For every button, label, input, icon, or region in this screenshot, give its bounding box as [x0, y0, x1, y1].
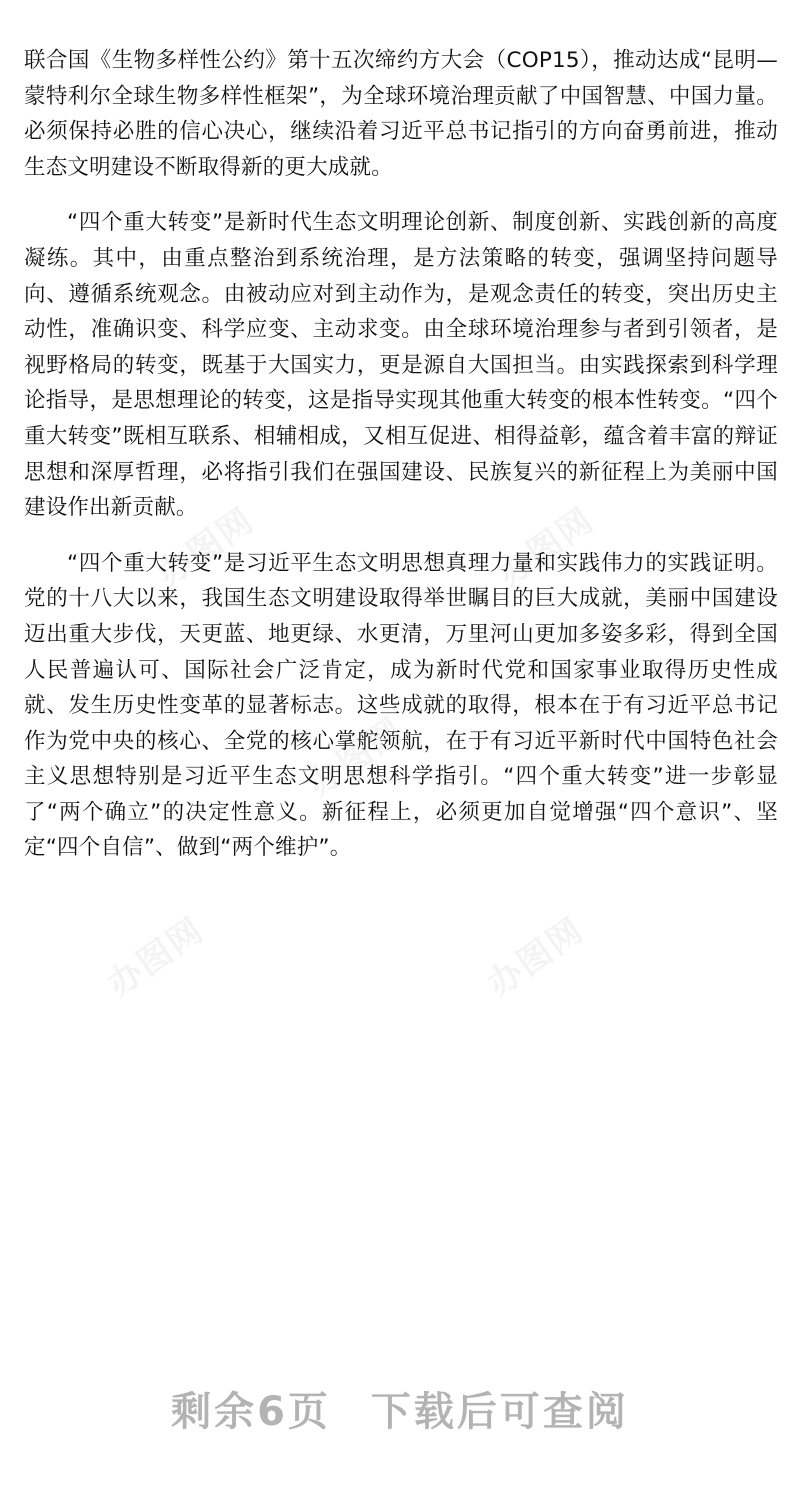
download-banner[interactable] [0, 1380, 800, 1437]
paragraph-3: “四个重大转变”是习近平生态文明思想真理力量和实践伟力的实践证明。党的十八大以来，我国生态文明建设取得举世瞩目的巨大成就，美丽中国建设迈出重大步伐，天更蓝、地更绿、水更清，万里河山更加多姿多彩，得到全国人民普遍认可、国际社会广泛肯定，成为新时代党和国家事业取得历史性成就、发生历史性变革的显著标志。这些成就的取得，根本在于有习近平总书记作为党中央的核心、全党的核心掌舵领航，在于有习近平新时代中国特色社会主义思想特别是习近平生态文明思想科学指引。“四个重大转变”进一步彰显了“两个确立”的决定性意义。新征程上，必须更加自觉增强“四个意识”、坚定“四个自信”、做到“两个维护”。 [24, 550, 778, 861]
paragraph-1: 联合国《生物多样性公约》第十五次缔约方大会（COP15），推动达成“昆明—蒙特利尔全球生物多样性框架”，为全球环境治理贡献了中国智慧、中国力量。必须保持必胜的信心决心，继续沿着习近平总书记指引的方向奋勇前进，推动生态文明建设不断取得新的更大成就。 [24, 48, 778, 180]
watermark: 办图网 [490, 500, 602, 595]
download-prompt-label: 下载后可查阅 [370, 1389, 629, 1435]
watermark: 办图网 [100, 910, 212, 1005]
remaining-pages-label: 剩余6页 [171, 1389, 331, 1435]
article-body [24, 43, 778, 866]
watermark: 办图网 [150, 500, 262, 595]
watermark: 办图网 [480, 910, 592, 1005]
watermark: 办图网 [300, 710, 412, 805]
paragraph-2: “四个重大转变”是新时代生态文明理论创新、制度创新、实践创新的高度凝练。其中，由重点整治到系统治理，是方法策略的转变，强调坚持问题导向、遵循系统观念。由被动应对到主动作为，是观念责任的转变，突出历史主动性，准确识变、科学应变、主动求变。由全球环境治理参与者到引领者，是视野格局的转变，既基于大国实力，更是源自大国担当。由实践探索到科学理论指导，是思想理论的转变，这是指导实现其他重大转变的根本性转变。“四个重大转变”既相互联系、相辅相成，又相互促进、相得益彰，蕴含着丰富的辩证思想和深厚哲理，必将指引我们在强国建设、民族复兴的新征程上为美丽中国建设作出新贡献。 [24, 210, 778, 521]
